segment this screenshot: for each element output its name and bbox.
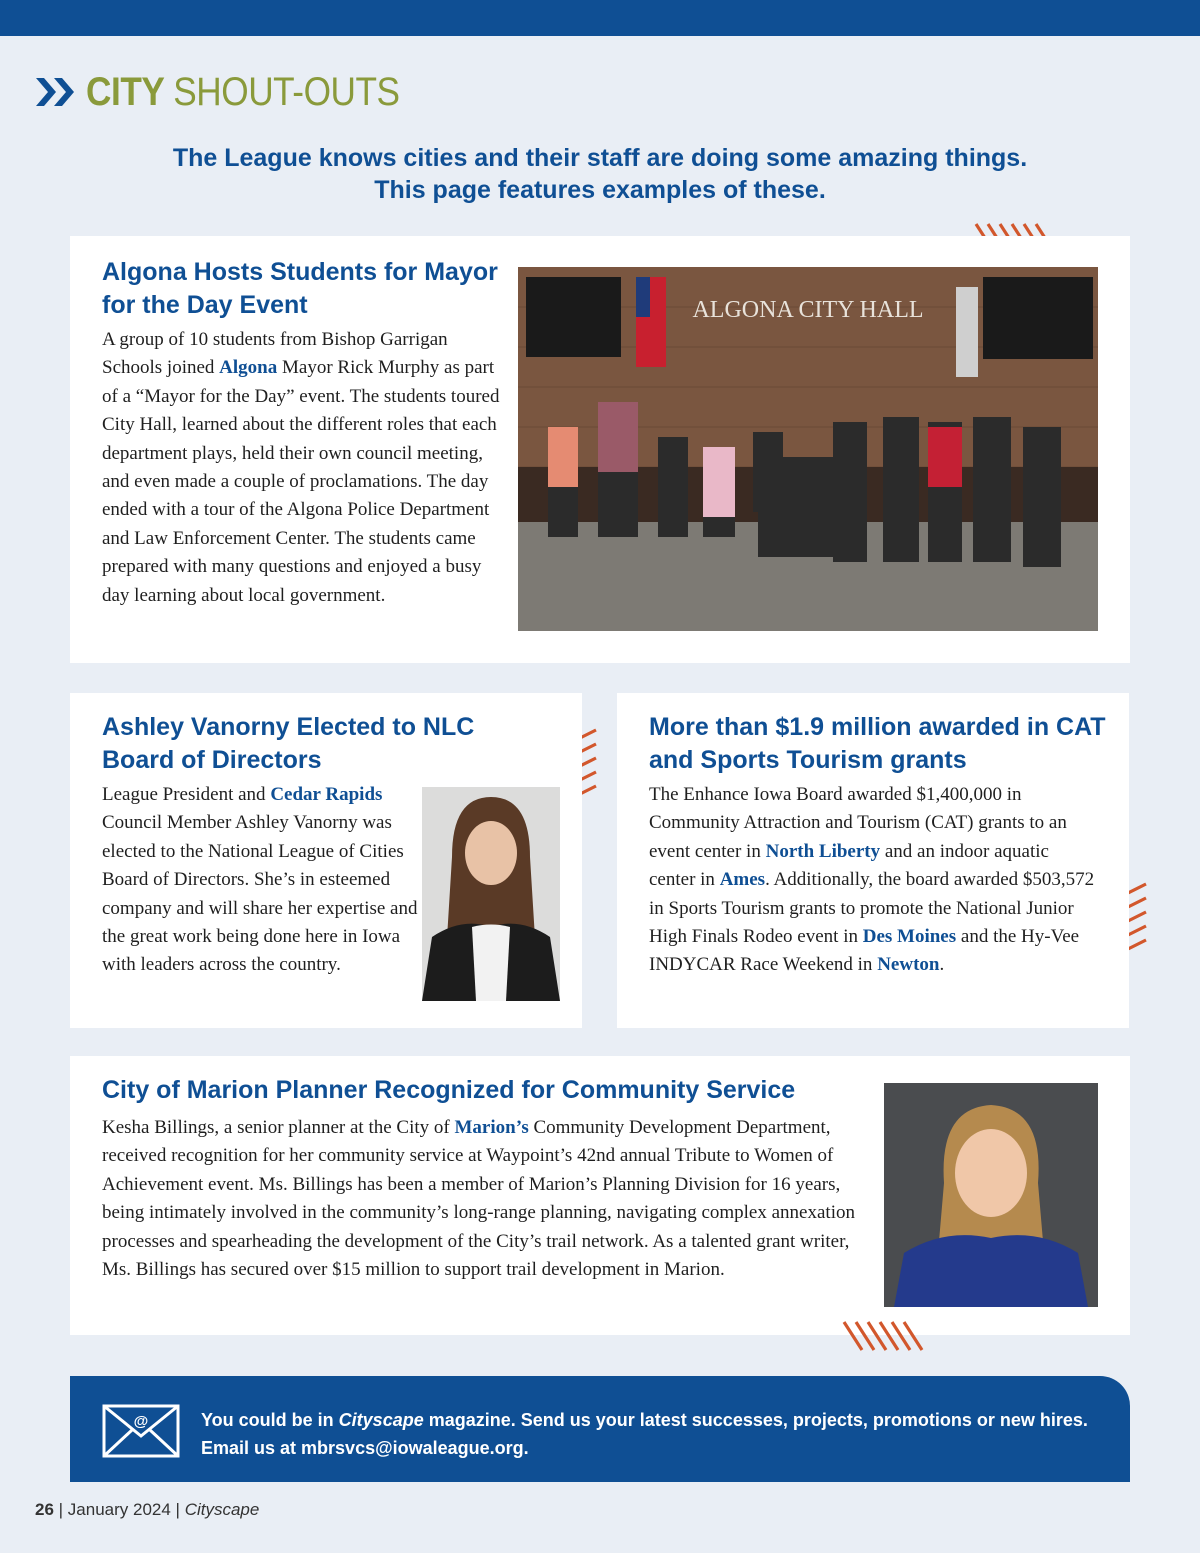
city-highlight: North Liberty — [765, 840, 881, 862]
body-text: A group of 10 students from Bishop Garrigan Schools joined — [102, 329, 448, 379]
article-vanorny — [70, 693, 582, 1028]
article-body — [102, 326, 512, 610]
section-title-rest: SHOUT-OUTS — [173, 69, 400, 114]
body-text: Community Development Department, received recognition for her community service at Waypoint’s 42nd annual Tribute to Women of Achievement event. Ms. Billings has been a member of Marion’s Planning Division for 16 years, being intimately involved in the community’s long-range planning, navigating complex annexation processes and spearheading the development of the City’s trail network. As a talented grant writer, Ms. Billings has secured over $15 million to support trail development in Marion. — [102, 1117, 855, 1281]
body-text: Mayor Rick Murphy as part of a “Mayor for the Day” event. The students toured City Hall, learned about the different roles that each department plays, held their own council meeting, and even made a couple of proclamations. The day ended with a tour of the Algona Police Department and Law Enforcement Center. The students came prepared with many questions and enjoyed a busy day learning about local government. — [102, 357, 500, 606]
article-title: More than $1.9 million awarded in CAT and Sports Tourism grants — [649, 713, 1106, 774]
city-highlight: Ames — [719, 869, 766, 891]
callout-email-line[interactable]: Email us at mbrsvcs@iowaleague.org. — [201, 1438, 529, 1458]
svg-text:@: @ — [133, 1413, 149, 1430]
city-highlight: Algona — [219, 357, 278, 379]
intro-text — [0, 142, 1200, 206]
page-number: 26 — [35, 1500, 54, 1519]
callout-text-part: magazine. Send us your latest successes, projects, promotions or new hires. — [423, 1410, 1088, 1430]
callout-line-1 — [201, 1406, 1101, 1434]
group-photo-illustration — [518, 267, 1098, 631]
article-algona — [70, 236, 1130, 663]
portrait-photo — [884, 1083, 1098, 1307]
city-highlight: Marion’s — [454, 1117, 529, 1138]
body-text: Kesha Billings, a senior planner at the City of — [102, 1117, 455, 1138]
article-marion — [70, 1056, 1130, 1335]
article-grants — [617, 693, 1129, 1028]
portrait-illustration — [884, 1083, 1098, 1307]
article-body — [649, 781, 1099, 980]
article-title: City of Marion Planner Recognized for Community Service — [102, 1076, 796, 1104]
article-title: Algona Hosts Students for Mayor for the Day Event — [102, 258, 498, 319]
portrait-illustration — [422, 787, 560, 1001]
intro-line-1: The League knows cities and their staff are doing some amazing things. — [172, 144, 1028, 172]
body-text: . Additionally, the board awarded $503,572 in Sports Tourism grants to promote the National Junior High Finals Rodeo event in — [649, 869, 1095, 948]
decorative-hatch — [842, 1320, 934, 1352]
issue-date: January 2024 — [67, 1500, 171, 1519]
city-highlight: Newton — [877, 954, 940, 976]
body-text: . — [939, 954, 945, 976]
body-text: The Enhance Iowa Board awarded $1,400,000 in Community Attraction and Tourism (CAT) grants to an event center in — [649, 784, 1067, 862]
footer-separator: | — [170, 1500, 185, 1519]
callout-text — [201, 1406, 1101, 1462]
page-footer — [35, 1500, 259, 1520]
magazine-title: Cityscape — [184, 1500, 260, 1519]
callout-text-part: You could be in — [201, 1410, 339, 1430]
magazine-name: Cityscape — [338, 1410, 424, 1430]
section-header — [34, 68, 442, 116]
article-body — [102, 781, 422, 980]
double-chevron-icon — [34, 72, 80, 112]
portrait-photo — [422, 787, 560, 1001]
intro-line-2: This page features examples of these. — [374, 176, 826, 204]
top-color-bar — [0, 0, 1200, 36]
group-photo — [518, 267, 1098, 631]
city-highlight: Des Moines — [862, 926, 957, 948]
city-hall-sign: ALGONA CITY HALL — [692, 297, 924, 323]
city-highlight: Cedar Rapids — [270, 784, 383, 805]
article-body — [102, 1114, 862, 1284]
envelope-icon — [102, 1404, 180, 1458]
submission-callout — [70, 1376, 1130, 1482]
body-text: and an indoor aquatic center in — [649, 840, 1049, 891]
article-title: Ashley Vanorny Elected to NLC Board of Directors — [102, 713, 475, 774]
footer-separator: | — [53, 1500, 68, 1519]
section-title-bold: CITY — [86, 69, 165, 114]
body-text: and the Hy-Vee INDYCAR Race Weekend in — [649, 926, 1080, 976]
body-text: Council Member Ashley Vanorny was elected to the National League of Cities Board of Directors. She’s in esteemed company and will share her expertise and the great work being done here in Iowa with leaders across the country. — [102, 812, 418, 976]
body-text: League President and — [102, 784, 271, 805]
